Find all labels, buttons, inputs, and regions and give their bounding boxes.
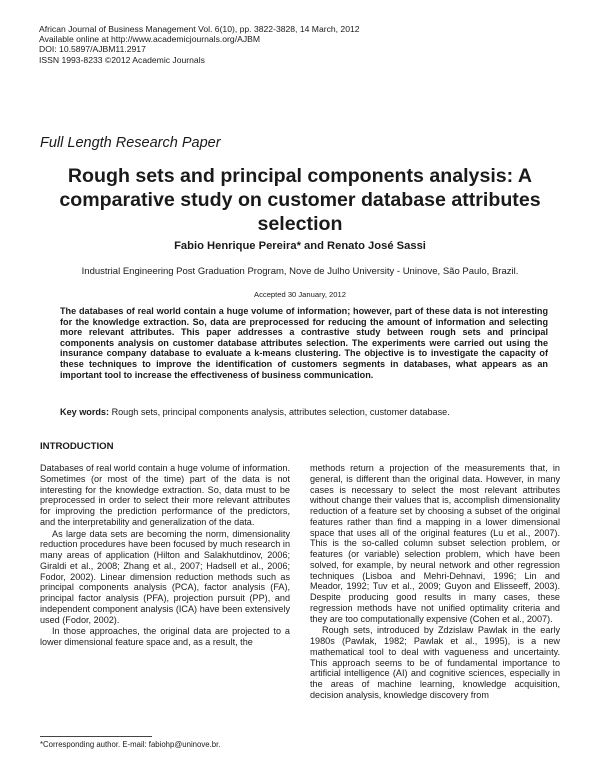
footnote: *Corresponding author. E-mail: fabiohp@uninove.br. bbox=[40, 740, 221, 749]
doi: DOI: 10.5897/AJBM11.2917 bbox=[39, 44, 146, 55]
authors: Fabio Henrique Pereira* and Renato José Sassi bbox=[174, 240, 426, 252]
keywords bbox=[60, 407, 550, 418]
paper-title: Rough sets and principal components analysis: A comparative study on customer database attributes selection bbox=[59, 165, 541, 235]
paper-type: Full Length Research Paper bbox=[40, 135, 221, 151]
keywords-label: Key words: bbox=[60, 407, 110, 417]
paragraph: Databases of real world contain a huge volume of information. Sometimes (or most of the time) part of the data is not interesting for the knowledge extraction. So, data must to be preprocessed in order to select their more relevant attributes for improving the prediction performance of the predictors, and the interpretability and generalization of the data. bbox=[40, 463, 290, 527]
keywords-text: Rough sets, principal components analysis, attributes selection, customer database. bbox=[111, 407, 450, 417]
section-heading-introduction: INTRODUCTION bbox=[40, 441, 114, 452]
journal-url: Available online at http://www.academicjournals.org/AJBM bbox=[39, 34, 261, 45]
issn: ISSN 1993-8233 ©2012 Academic Journals bbox=[39, 54, 205, 65]
journal-header bbox=[39, 24, 360, 65]
footnote-divider bbox=[40, 736, 152, 737]
paragraph: methods return a projection of the measurements that, in general, is different than the original data. However, in many cases is necessary to select the most relevant attributes without change their values that is, accomplish dimensionality reduction of a feature set by choosing a subset of the original features rather than find a mapping in a lower dimensional space that uses all of the original features (Lu et al., 2007). This is the so-called column subset selection problem, or features (or variable) selection problem, which have been solved, for example, by neural network and other regression techniques (Lisboa and Mehri-Dehnavi, 1996; Lin and Meador, 1992; Tuv et al., 2009; Guyon and Elisseeff, 2003). Despite producing good results in many cases, these regression methods have not unified optimality criteria and they are too computationally expensive (Cohen et al., 2007). bbox=[310, 463, 560, 624]
left-column bbox=[40, 463, 290, 649]
paragraph: In those approaches, the original data are projected to a lower dimensional feature space and, as a result, the bbox=[40, 626, 290, 647]
right-column bbox=[310, 463, 560, 702]
paragraph: As large data sets are becoming the norm, dimensionality reduction procedures have been focused by much research in many areas of application (Hilton and Salakhutdinov, 2006; Giraldi et al., 2008; Zhang et al., 2007; Hadsell et al., 2006; Fodor, 2002). Linear dimension reduction methods such as principal components analysis (PCA), factor analysis (FA), principal factor analysis (PFA), projection pursuit (PP), and independent component analysis (ICA) have been extensively used (Fodor, 2002). bbox=[40, 528, 290, 625]
affiliation: Industrial Engineering Post Graduation Program, Nove de Julho University - Uninove, São Paulo, Brazil. bbox=[81, 266, 519, 277]
journal-citation: African Journal of Business Management Vol. 6(10), pp. 3822-3828, 14 March, 2012 bbox=[39, 24, 360, 34]
abstract: The databases of real world contain a huge volume of information; however, part of these data is not interesting for the knowledge extraction. So, data are preprocessed for reducing the amount of information and selecting more relevant attributes. This paper addresses a contrastive study between rough sets and principal components analysis on customer database attributes selection. The experiments were carried out using the insurance company database to evaluate a k-means clustering. The objective is to investigate the capacity of these techniques to improve the identification of customers segments in databases, what appears as an important tool to increase the effectiveness of business communication. bbox=[60, 306, 548, 380]
paragraph: Rough sets, introduced by Zdzislaw Pawlak in the early 1980s (Pawlak, 1982; Pawlak et al., 1995), is a new mathematical tool to deal with vagueness and uncertainty. This approach seems to be of fundamental importance to artificial intelligence (AI) and cognitive sciences, especially in the areas of machine learning, knowledge acquisition, decision analysis, knowledge discovery from bbox=[310, 625, 560, 700]
accepted-date: Accepted 30 January, 2012 bbox=[254, 290, 346, 299]
